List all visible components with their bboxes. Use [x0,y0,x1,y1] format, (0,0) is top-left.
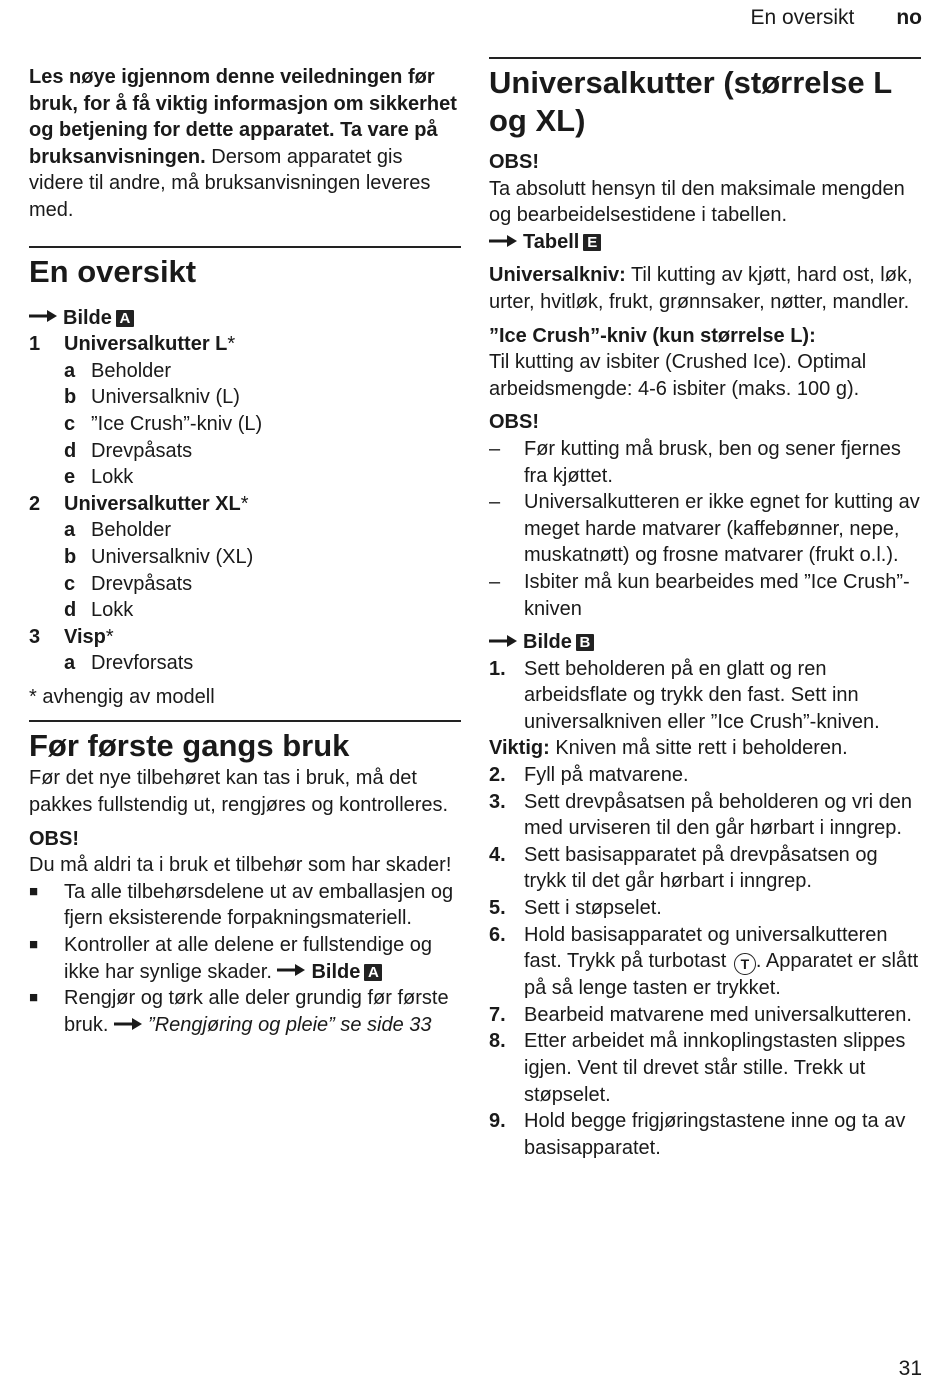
first-use-paragraph: Før det nye tilbehøret kan tas i bruk, må det pakkes fullstendig ut, rengjøres og kontrolleres. [29,767,449,817]
sub-item: c Drevpåsats [64,572,193,595]
sub-item: d Lokk [64,599,134,622]
step-item: 8. Etter arbeidet må innkoplingstasten slippes igjen. Vent til drevet står stille. Trekk ut støpselet. [489,1030,906,1106]
caution-label: OBS! [489,411,539,434]
step-item: 5. Sett i støpselet. [489,897,662,920]
sub-item: b Universalkniv (L) [64,386,240,409]
sub-item: a Beholder [64,519,172,542]
right-column [489,57,921,1161]
page-number: 31 [898,1357,922,1380]
item-label: Universalkutter L [64,333,228,356]
intro-bold: Les nøye igjennom denne veiledningen før bruk, for å få viktig informasjon om sikkerhet og betjening for dette apparatet. Ta vare på bruksanvisningen. [29,66,457,168]
divider [29,720,461,722]
square-bullet-icon: ■ [29,882,39,900]
list-item: 1 Universalkutter L * [29,331,461,358]
figure-letter-badge: A [116,310,134,327]
heading-universal-cutter: Universalkutter (størrelse L og XL) [489,65,892,138]
caution-label: OBS! [29,827,79,850]
item-label: Universalkutter XL [64,492,241,515]
turbo-button-icon: T [734,953,756,975]
arrow-right-icon [489,234,517,248]
heading-first-use: Før første gangs bruk [29,728,350,764]
cross-reference-link[interactable]: ”Rengjøring og pleie” se side 33 [148,1013,432,1036]
footnote: * avhengig av modell [29,685,215,708]
step-item: 4. Sett basisapparatet på drevpåsatsen og trykk til det går hørbart i inngrep. [489,843,878,893]
figure-ref-label: Bilde [63,306,112,329]
square-bullet-icon: ■ [29,989,39,1007]
step-item: 3. Sett drevpåsatsen på beholderen og vri den med urviseren til den går hørbart i inngrep. [489,790,913,840]
header-section: En oversikt [750,6,855,29]
sub-item: c ”Ice Crush”-kniv (L) [64,412,263,435]
bullet-item: ■ Ta alle tilbehørsdelene ut av emballasjen og fjern eksisterende forpakningsmateriell. [29,879,461,932]
figure-reference [29,305,461,332]
universal-knife-paragraph: Universalkniv: Til kutting av kjøtt, hard ost, løk, urter, hvitløk, frukt, grønnsaker, nøtter, mandler. [489,264,913,313]
figure-reference: Bilde B [489,629,921,656]
arrow-right-icon [277,963,305,977]
arrow-right-icon [29,309,57,323]
sub-item: e Lokk [64,466,134,489]
step-item: 6. Hold basisapparatet og universalkutteren fast. Trykk på turbotast T . Apparatet er slått på så lenge tasten er trykket. [489,923,919,1000]
figure-letter-badge: B [576,634,594,651]
bullet-item: ■ Kontroller at alle delene er fullstendige og ikke har synlige skader. Bilde A [29,932,461,985]
dash-item: – Isbiter må kun bearbeides med ”Ice Crush”-kniven [489,570,910,620]
heading-overview: En oversikt [29,253,197,289]
sub-item: b Universalkniv (XL) [64,545,254,568]
bullet-item: ■ Rengjør og tørk alle deler grundig før første bruk. ”Rengjøring og pleie” se side 33 [29,985,461,1038]
step-item: 9. Hold begge frigjøringstastene inne og ta av basisapparatet. [489,1110,906,1159]
sub-item: a Drevforsats [64,652,194,675]
sub-item: a Beholder [64,359,172,382]
divider [29,246,461,248]
caution-text: Du må aldri ta i bruk et tilbehør som har skader! [29,854,452,877]
dash-item: – Før kutting må brusk, ben og sener fjernes fra kjøttet. [489,437,901,487]
header-language: no [896,6,922,29]
ice-crush-label: ”Ice Crush”-kniv (kun størrelse L): [489,324,816,347]
dash-item: – Universalkutteren er ikke egnet for kutting av meget harde matvarer (kaffebønner, nepe, muskatnøtt) og frosne matvarer (frukt o.l.). [489,491,920,567]
page-header [750,6,922,30]
square-bullet-icon: ■ [29,936,39,954]
sub-item: d Drevpåsats [64,439,193,462]
table-letter-badge: E [583,234,601,251]
item-label: Visp [64,625,106,648]
step-item: 2. Fyll på matvarene. [489,764,689,787]
arrow-right-icon [114,1017,142,1031]
list-item: 2 Universalkutter XL * [29,491,461,518]
left-column [29,64,461,1038]
important-note: Viktig: Kniven må sitte rett i beholderen. [489,737,848,760]
divider [489,57,921,59]
ice-crush-text: Til kutting av isbiter (Crushed Ice). Optimal arbeidsmengde: 4-6 isbiter (maks. 100 g). [489,351,867,400]
caution-text: Ta absolutt hensyn til den maksimale mengden og bearbeidelsestidene i tabellen. [489,177,905,227]
table-reference: Tabell E [489,229,921,256]
caution-label: OBS! [489,151,539,173]
figure-reference: Bilde A [277,961,382,983]
intro-normal: Dersom apparatet gis videre til andre, må bruksanvisningen leveres med. [29,145,431,221]
step-item: 7. Bearbeid matvarene med universalkutteren. [489,1003,912,1026]
arrow-right-icon [489,634,517,648]
step-item: 1. Sett beholderen på en glatt og ren arbeidsflate og trykk den fast. Sett inn universalkniven eller ”Ice Crush”-kniven. [489,657,880,733]
list-item: 3 Visp * [29,624,461,651]
figure-letter-badge: A [364,964,382,981]
intro-paragraph [29,64,461,224]
